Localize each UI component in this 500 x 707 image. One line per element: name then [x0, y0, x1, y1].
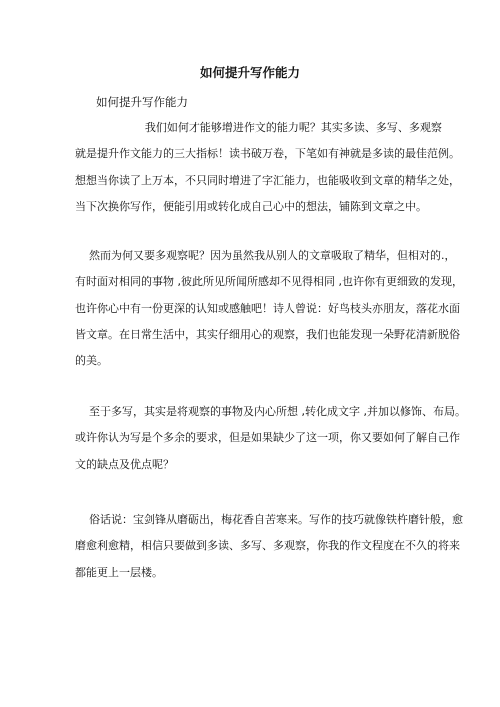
paragraph-line: 磨愈利愈精，相信只要做到多读、多写、多观察，你我的作文程度在不久的将来	[75, 539, 460, 553]
paragraph-line: 至于多写，其实是将观察的事物及内心所想 ,转化成文字 ,并加以修饰、布局。	[75, 405, 466, 418]
paragraph-line: 然而为何又要多观察呢？因为虽然我从别人的文章吸取了精华，但相对的.，	[75, 249, 456, 262]
document-subheading: 如何提升写作能力	[96, 95, 188, 109]
paragraph-1	[75, 115, 460, 220]
paragraph-3	[75, 399, 466, 478]
paragraph-line: 皆文章。在日常生活中，其实仔细用心的观察，我们也能发现一朵野花清新脱俗	[75, 327, 460, 341]
paragraph-line: 也许你心中有一份更深的认知或感触吧！诗人曾说：好鸟枝头亦朋友，落花水面	[75, 301, 460, 315]
paragraph-line: 我们如何才能够增进作文的能力呢？其实多读、多写、多观察	[75, 121, 442, 134]
paragraph-line: 的美。	[75, 354, 108, 368]
paragraph-line: 当下次换你写作，便能引用或转化成自己心中的想法，铺陈到文章之中。	[75, 199, 427, 213]
paragraph-line: 都能更上一层楼。	[75, 565, 163, 579]
paragraph-line: 有时面对相同的事物 ,彼此所见所闻所感却不见得相同 ,也许你有更细致的发现，	[75, 275, 463, 289]
paragraph-line: 想想当你读了上万本，不只同时增进了字汇能力，也能吸收到文章的精华之处，	[75, 173, 460, 187]
paragraph-line: 或许你认为写是个多余的要求，但是如果缺少了这一项，你又要如何了解自己作	[75, 431, 460, 445]
paragraph-line: 就是提升作文能力的三大指标！读书破万卷，下笔如有神就是多读的最佳范例。	[75, 147, 460, 161]
paragraph-2	[75, 243, 463, 374]
paragraph-line: 俗话说：宝剑锋从磨砺出，梅花香自苦寒来。写作的技巧就像铁杵磨针般，愈	[75, 513, 463, 526]
document-title: 如何提升写作能力	[199, 65, 300, 80]
paragraph-line: 文的缺点及优点呢？	[75, 457, 174, 471]
paragraph-4	[75, 507, 463, 586]
